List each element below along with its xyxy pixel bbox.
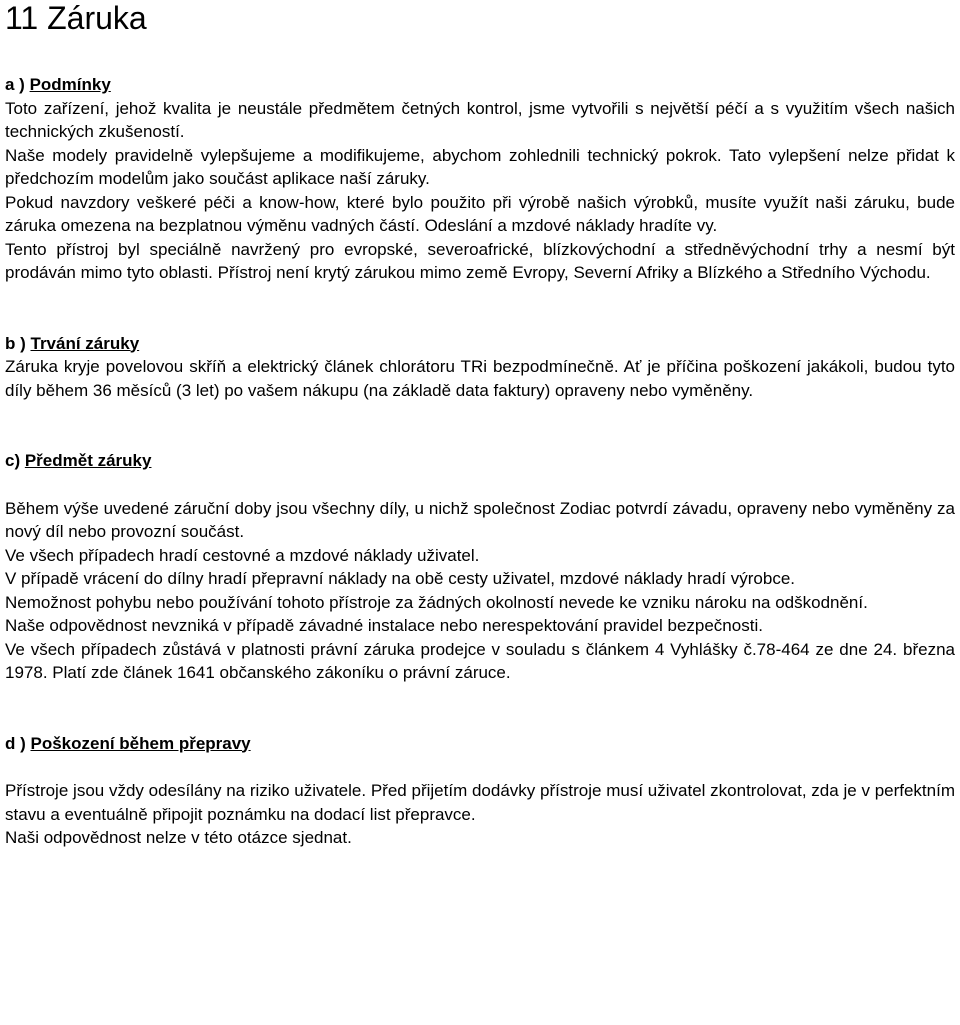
paragraph: Během výše uvedené záruční doby jsou všechny díly, u nichž společnost Zodiac potvrdí závadu, opraveny nebo vyměněny za nový díl nebo provozní součást.	[5, 498, 955, 541]
section-warranty-subject	[5, 449, 955, 685]
section-heading-conditions	[5, 73, 955, 97]
section-transport-damage	[5, 732, 955, 850]
page-title: 11 Záruka	[5, 0, 147, 36]
section-heading-text: Trvání záruky	[30, 333, 140, 353]
paragraph: Nemožnost pohybu nebo používání tohoto přístroje za žádných okolností nevede ke vzniku nároku na odškodnění.	[5, 592, 868, 612]
paragraph: Naše modely pravidelně vylepšujeme a modifikujeme, abychom zohlednili technický pokrok. Tato vylepšení nelze přidat k předchozím modelům jako součást aplikace naší záruky.	[5, 145, 955, 188]
section-heading-transport-damage	[5, 732, 955, 756]
section-heading-warranty-subject	[5, 449, 955, 473]
section-conditions	[5, 73, 955, 285]
paragraph: Ve všech případech hradí cestovné a mzdové náklady uživatel.	[5, 545, 480, 565]
section-heading-text: Předmět záruky	[24, 451, 152, 470]
paragraph: Přístroje jsou vždy odesílány na riziko uživatele. Před přijetím dodávky přístroje musí uživatel zkontrolovat, zda je v perfektním stavu a eventuálně připojit poznámku na dodací list přepravce.	[5, 781, 955, 824]
paragraph: Naše odpovědnost nevzniká v případě závadné instalace nebo nerespektování pravidel bezpečnosti.	[5, 616, 763, 635]
section-warranty-duration	[5, 332, 955, 403]
section-prefix: c)	[5, 451, 25, 470]
section-heading-text: Poškození během přepravy	[30, 733, 251, 753]
section-prefix: a )	[5, 75, 30, 94]
section-prefix: d )	[5, 733, 31, 753]
paragraph: V případě vrácení do dílny hradí přepravní náklady na obě cesty uživatel, mzdové náklady hradí výrobce.	[5, 569, 796, 588]
paragraph: Ve všech případech zůstává v platnosti právní záruka prodejce v souladu s článkem 4 Vyhlášky č.78-464 ze dne 24. března 1978. Platí zde článek 1641 občanského zákoníku o právní záruce.	[5, 639, 955, 682]
paragraph: Pokud navzdory veškeré péči a know-how, které bylo použito při výrobě našich výrobků, musíte využít naši záruku, bude záruka omezena na bezplatnou výměnu vadných částí. Odeslání a mzdové náklady hradíte vy.	[5, 192, 955, 235]
document-page	[5, 0, 955, 850]
section-prefix: b )	[5, 333, 31, 353]
paragraph: Naši odpovědnost nelze v této otázce sjednat.	[5, 828, 352, 847]
paragraph: Záruka kryje povelovou skříň a elektrický článek chlorátoru TRi bezpodmínečně. Ať je příčina poškození jakákoli, budou tyto díly během 36 měsíců (3 let) po vašem nákupu (na základě data faktury) opraveny nebo vyměněny.	[5, 357, 955, 400]
paragraph: Tento přístroj byl speciálně navržený pro evropské, severoafrické, blízkovýchodní a středněvýchodní trhy a nesmí být prodáván mimo tyto oblasti. Přístroj není krytý zárukou mimo země Evropy, Severní Afriky a Blízkého a Středního Východu.	[5, 239, 955, 282]
section-heading-warranty-duration	[5, 332, 955, 356]
section-heading-text: Podmínky	[29, 75, 111, 94]
paragraph: Toto zařízení, jehož kvalita je neustále předmětem četných kontrol, jsme vytvořili s největší péčí a s využitím všech našich technických zkušeností.	[5, 98, 955, 141]
